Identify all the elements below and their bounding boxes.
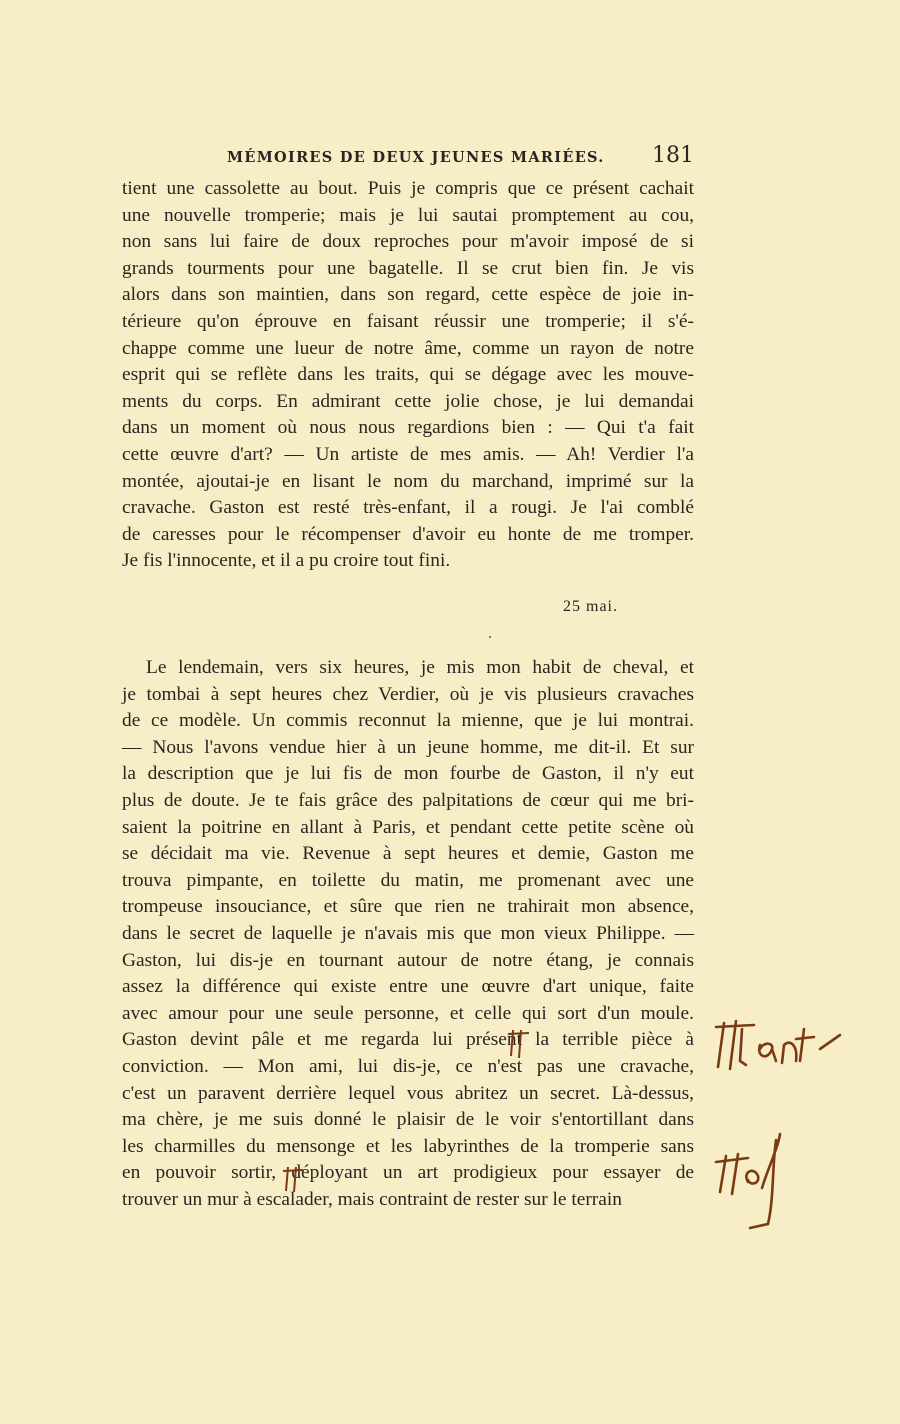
margin-note-text: en <box>714 1128 715 1129</box>
insertion-mark-1 <box>505 1024 535 1064</box>
text-line: alors dans son maintien, dans son regard, cette espèce de joie in- <box>122 284 694 306</box>
date-line: 25 mai. <box>563 598 618 615</box>
text-line: Gaston devint pâle et me regarda lui présent la terrible pièce à <box>122 1029 694 1051</box>
text-line: dans un moment où nous nous regardions bien : — Qui t'a fait <box>122 417 694 439</box>
text-line: ments du corps. En admirant cette jolie chose, je lui demandai <box>122 390 694 412</box>
text-line: je tombai à sept heures chez Verdier, où je vis plusieurs cravaches <box>122 683 694 705</box>
text-line: térieure qu'on éprouve en faisant réussir une tromperie; il s'é- <box>122 310 694 332</box>
text-line: la description que je lui fis de mon fourbe de Gaston, il n'y eut <box>122 763 694 785</box>
text-line: trompeuse insouciance, et sûre que rien ne trahirait mon absence, <box>122 896 694 918</box>
text-line: une nouvelle tromperie; mais je lui sautai promptement au cou, <box>122 204 694 226</box>
text-line: de caresses pour le récompenser d'avoir eu honte de me tromper. <box>122 523 694 545</box>
margin-note-tant <box>712 1005 862 1075</box>
text-line: de ce modèle. Un commis reconnut la mienne, que je lui montrai. <box>122 710 694 732</box>
stray-dot <box>489 636 491 638</box>
text-line: esprit qui se reflète dans les traits, qui se dégage avec les mouve- <box>122 364 694 386</box>
text-line: chappe comme une lueur de notre âme, comme un rayon de notre <box>122 337 694 359</box>
text-line: conviction. — Mon ami, lui dis-je, ce n'est pas une cravache, <box>122 1055 694 1077</box>
text-line: plus de doute. Je te fais grâce des palpitations de cœur qui me bri- <box>122 789 694 811</box>
text-line: tient une cassolette au bout. Puis je compris que ce présent cachait <box>122 178 694 199</box>
text-line: se décidait ma vie. Revenue à sept heures et demie, Gaston me <box>122 843 694 865</box>
text-line: avec amour pour une seule personne, et celle qui sort d'un moule. <box>122 1002 694 1024</box>
text-line: grands tourments pour une bagatelle. Il se crut bien fin. Je vis <box>122 257 694 279</box>
paragraph-2 <box>122 655 694 1213</box>
text-line: trouver un mur à escalader, mais contraint de rester sur le terrain <box>122 1188 622 1210</box>
text-line: c'est un paravent derrière lequel vous abritez un secret. Là-dessus, <box>122 1082 694 1104</box>
text-line: Le lendemain, vers six heures, je mis mon habit de cheval, et <box>146 657 694 678</box>
text-line: ma chère, je me suis donné le plaisir de le voir s'entortillant dans <box>122 1109 694 1131</box>
text-line: trouva pimpante, en toilette du matin, me promenant avec une <box>122 869 694 891</box>
margin-note-text: tant <box>712 1005 714 1006</box>
running-title: MÉMOIRES DE DEUX JEUNES MARIÉES. <box>227 149 605 166</box>
text-line: en pouvoir sortir, déployant un art prodigieux pour essayer de <box>122 1162 694 1184</box>
text-line: non sans lui faire de doux reproches pour m'avoir imposé de si <box>122 231 694 253</box>
text-line: cravache. Gaston est resté très-enfant, il a rougi. Je l'ai comblé <box>122 497 694 519</box>
page-number: 181 <box>652 143 694 168</box>
text-line: montée, ajoutai-je en lisant le nom du marchand, imprimé sur la <box>122 470 694 492</box>
text-line: dans le secret de laquelle je n'avais mis que mon vieux Philippe. — <box>122 922 694 944</box>
paragraph-1 <box>122 176 694 575</box>
text-line: assez la différence qui existe entre une œuvre d'art unique, faite <box>122 976 694 998</box>
text-line: les charmilles du mensonge et les labyrinthes de la tromperie sans <box>122 1135 694 1157</box>
text-line: Gaston, lui dis-je en tournant autour de notre étang, je connais <box>122 949 694 971</box>
text-line: saient la poitrine en allant à Paris, et pendant cette petite scène où <box>122 816 694 838</box>
margin-note-en <box>714 1128 804 1238</box>
text-line: Je fis l'innocente, et il a pu croire tout fini. <box>122 550 451 572</box>
text-line: cette œuvre d'art? — Un artiste de mes amis. — Ah! Verdier l'a <box>122 443 694 465</box>
text-line: — Nous l'avons vendue hier à un jeune homme, me dit-il. Et sur <box>122 736 694 758</box>
insertion-mark-2 <box>281 1162 307 1196</box>
running-header <box>122 143 694 173</box>
